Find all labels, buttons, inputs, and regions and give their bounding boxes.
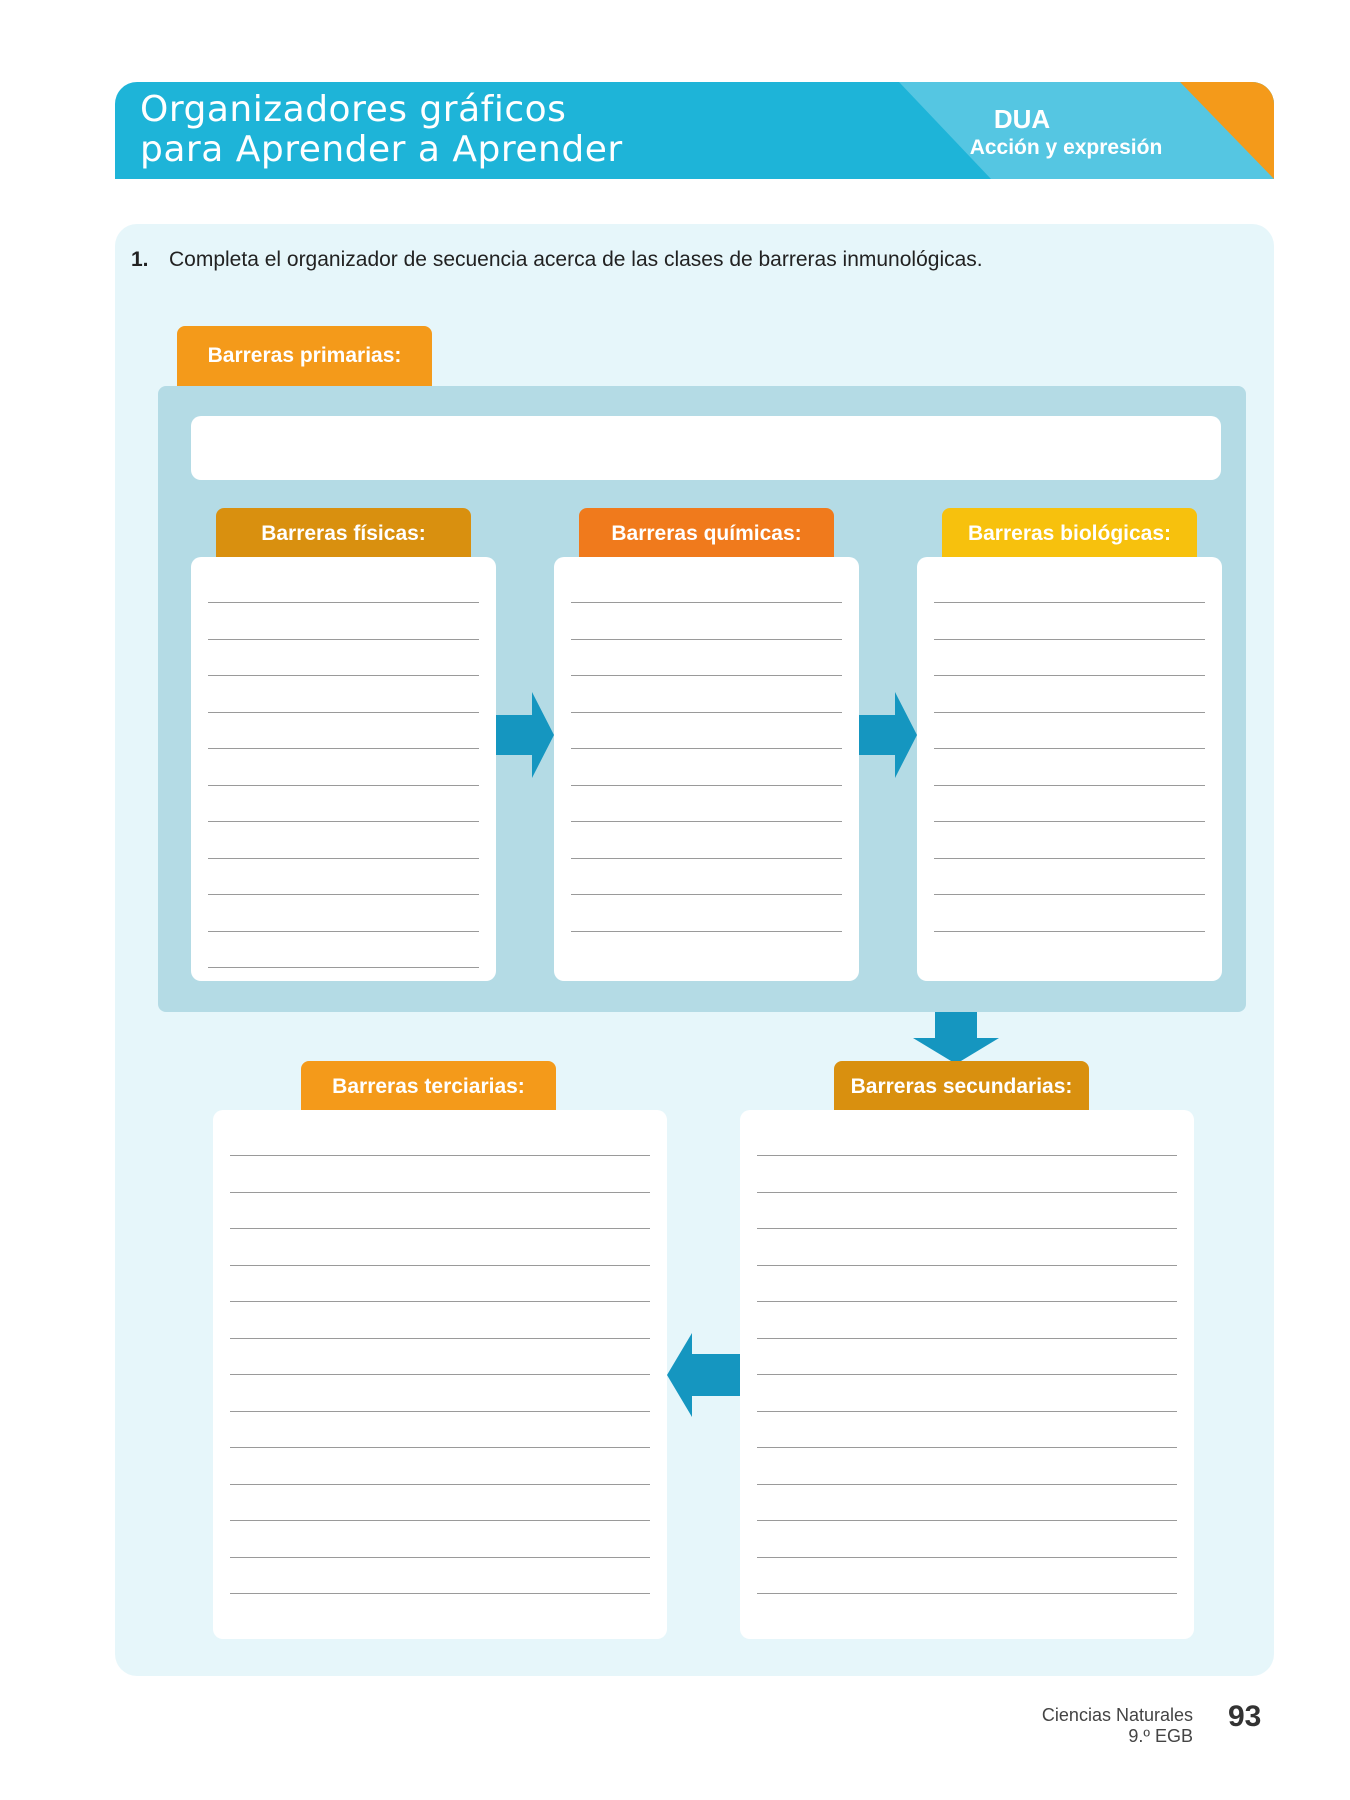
primary-barriers-answer-field[interactable] (191, 416, 1221, 480)
writing-line (571, 821, 842, 822)
writing-line (571, 712, 842, 713)
writing-line (757, 1265, 1177, 1266)
writing-line (230, 1411, 650, 1412)
writing-line (571, 894, 842, 895)
writing-line (571, 931, 842, 932)
writing-line (230, 1155, 650, 1156)
writing-line (208, 894, 479, 895)
dua-badge-subtitle: Acción y expresión (969, 136, 1163, 159)
writing-line (230, 1228, 650, 1229)
writing-line (571, 602, 842, 603)
physical-barriers-label: Barreras físicas: (216, 508, 471, 559)
writing-line (230, 1301, 650, 1302)
writing-line (757, 1484, 1177, 1485)
writing-line (208, 675, 479, 676)
arrow-right-icon (859, 692, 917, 778)
chemical-barriers-label: Barreras químicas: (579, 508, 834, 559)
writing-line (934, 602, 1205, 603)
writing-line (757, 1155, 1177, 1156)
page-title (140, 90, 623, 170)
writing-line (571, 858, 842, 859)
dua-badge-title: DUA (993, 104, 1051, 134)
writing-line (208, 785, 479, 786)
page-title-line2: para Aprender a Aprender (140, 129, 623, 170)
writing-line (230, 1593, 650, 1594)
writing-line (934, 931, 1205, 932)
writing-line (208, 821, 479, 822)
writing-line (757, 1192, 1177, 1193)
writing-line (757, 1520, 1177, 1521)
biological-barriers-label: Barreras biológicas: (942, 508, 1197, 559)
writing-line (230, 1338, 650, 1339)
writing-line (208, 858, 479, 859)
footer-subject-block (1042, 1705, 1193, 1747)
writing-line (571, 785, 842, 786)
secondary-barriers-answer-box[interactable] (740, 1110, 1194, 1639)
writing-line (934, 748, 1205, 749)
tertiary-barriers-answer-box[interactable] (213, 1110, 667, 1639)
tertiary-barriers-label: Barreras terciarias: (301, 1061, 556, 1112)
writing-line (757, 1593, 1177, 1594)
activity-instruction: Completa el organizador de secuencia acerca de las clases de barreras inmunológicas. (169, 248, 983, 271)
writing-line (571, 639, 842, 640)
page-title-line1: Organizadores gráficos (140, 89, 567, 130)
arrow-left-icon (667, 1333, 740, 1417)
writing-line (230, 1447, 650, 1448)
writing-line (230, 1484, 650, 1485)
writing-line (230, 1557, 650, 1558)
writing-line (757, 1411, 1177, 1412)
writing-line (757, 1301, 1177, 1302)
writing-line (208, 748, 479, 749)
writing-line (757, 1374, 1177, 1375)
writing-line (934, 712, 1205, 713)
writing-line (230, 1520, 650, 1521)
writing-line (208, 967, 479, 968)
header-banner (115, 82, 1274, 179)
writing-line (571, 748, 842, 749)
writing-line (757, 1557, 1177, 1558)
writing-line (571, 675, 842, 676)
writing-line (208, 712, 479, 713)
writing-line (208, 639, 479, 640)
writing-line (230, 1192, 650, 1193)
activity-number: 1. (131, 248, 149, 271)
writing-line (208, 931, 479, 932)
writing-line (757, 1447, 1177, 1448)
writing-line (230, 1374, 650, 1375)
writing-line (934, 858, 1205, 859)
writing-line (934, 675, 1205, 676)
primary-barriers-label: Barreras primarias: (177, 326, 432, 386)
writing-line (757, 1338, 1177, 1339)
footer-subject: Ciencias Naturales (1041, 1705, 1193, 1725)
writing-line (934, 894, 1205, 895)
arrow-right-icon (496, 692, 554, 778)
secondary-barriers-label: Barreras secundarias: (834, 1061, 1089, 1112)
footer-grade: 9.º EGB (1128, 1726, 1193, 1746)
biological-barriers-answer-box[interactable] (917, 557, 1222, 981)
writing-line (208, 602, 479, 603)
writing-line (757, 1228, 1177, 1229)
writing-line (934, 639, 1205, 640)
writing-line (934, 785, 1205, 786)
physical-barriers-answer-box[interactable] (191, 557, 496, 981)
writing-line (934, 821, 1205, 822)
chemical-barriers-answer-box[interactable] (554, 557, 859, 981)
page-number: 93 (1228, 1700, 1262, 1733)
arrow-down-icon (913, 1012, 999, 1064)
writing-line (230, 1265, 650, 1266)
